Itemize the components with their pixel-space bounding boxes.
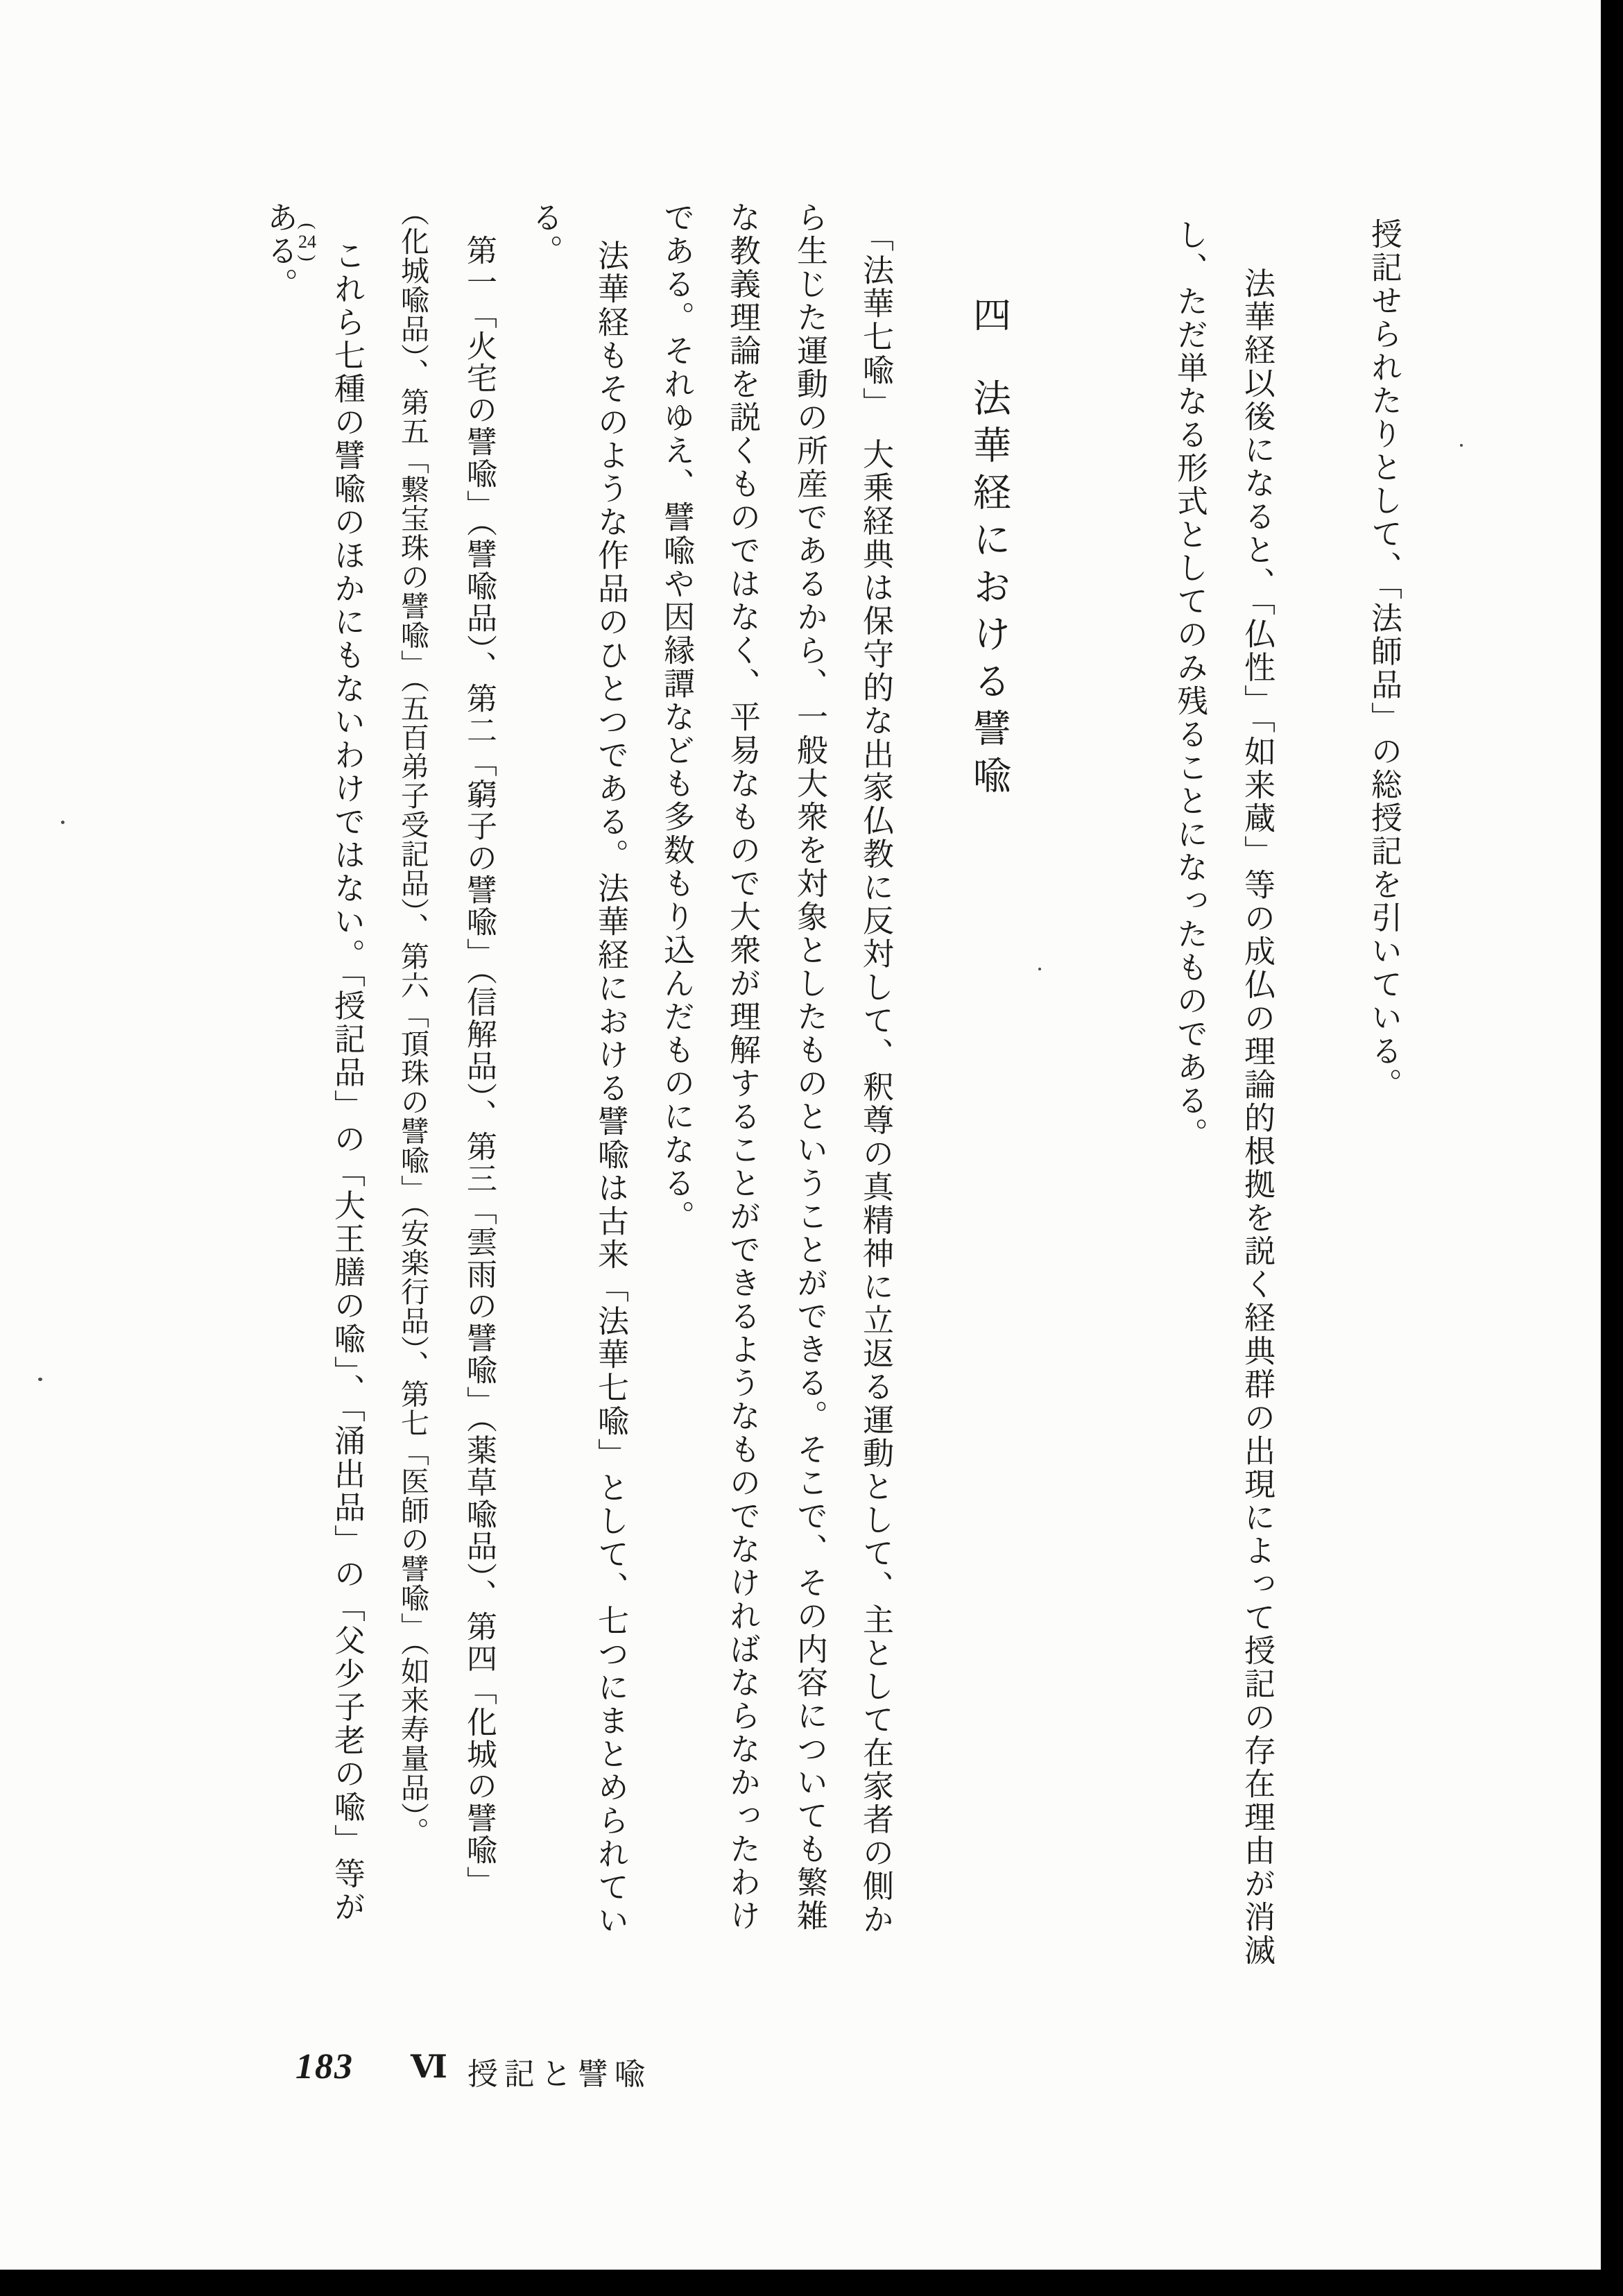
body-line: これら七種の譬喩のほかにもないわけではない。「授記品」の「大王膳の喩」、「涌出品」の「父少子老の喩」等が [329,239,364,1924]
body-line: 法華経以後になると、「仏性」「如来蔵」等の成仏の理論的根拠を説く経典群の出現によって授記の存在理由が消滅 [1239,267,1274,1967]
section-heading [963,295,1014,803]
body-line: な教義理論を説くものではなく、平易なもので大衆が理解することができるようなものでなければならなかったわけ [725,201,759,1933]
page-number: 183 [295,2047,354,2087]
body-line: 第一「火宅の譬喩」（譬喩品）、第二「窮子の譬喩」（信解品）、第三「雲雨の譬喩」（薬草喩品）、第四「化城の譬喩」 [462,234,496,1898]
footnote-marker [294,221,320,264]
body-line: 授記せられたりとして、「法師品」の総授記を引いている。 [1366,218,1401,1102]
running-title: 授記と譬喩 [467,2057,651,2091]
scan-speck [38,1378,42,1381]
scan-edge-bar-right [1601,0,1623,2296]
scan-speck [1460,444,1463,447]
heading-spacer [988,342,989,378]
footnote-number: 24 [298,232,316,252]
scan-speck [1038,968,1041,970]
scan-speck [61,821,65,824]
body-line: である。それゆえ、譬喩や因縁譚なども多数もり込んだものになる。 [659,201,694,1233]
body-line: 法華経もそのような作品のひとつである。法華経における譬喩は古来「法華七喩」として、七つにまとめられてい [593,239,628,1937]
body-line: し、ただ単なる形式としてのみ残ることになったものである。 [1172,219,1207,1151]
section-title: 法華経における譬喩 [968,378,1010,803]
body-line: 「法華七喩」 大乗経典は保守的な出家仏教に反対して、釈尊の真精神に立返る運動として、主として在家者の側か [858,221,893,1937]
body-line: る。 [527,201,562,268]
footnote-paren-close-icon: ) [297,255,318,262]
body-line: ら生じた運動の所産であるから、一般大衆を対象としたものということができる。そこで、その内容についても繁雑 [792,201,827,1933]
part-number: Ⅵ [411,2049,447,2084]
body-line: ある。 [262,201,297,301]
section-number: 四 [968,295,1010,342]
body-line: （化城喩品）、第五「繋宝珠の譬喩」（五百弟子受記品）、第六「頂珠の譬喩」（安楽行品）、第七「医師の譬喩」（如来寿量品）。 [397,198,429,1847]
footnote-paren-open-icon: ( [297,223,318,230]
scan-edge-bar-bottom [0,2270,1623,2296]
